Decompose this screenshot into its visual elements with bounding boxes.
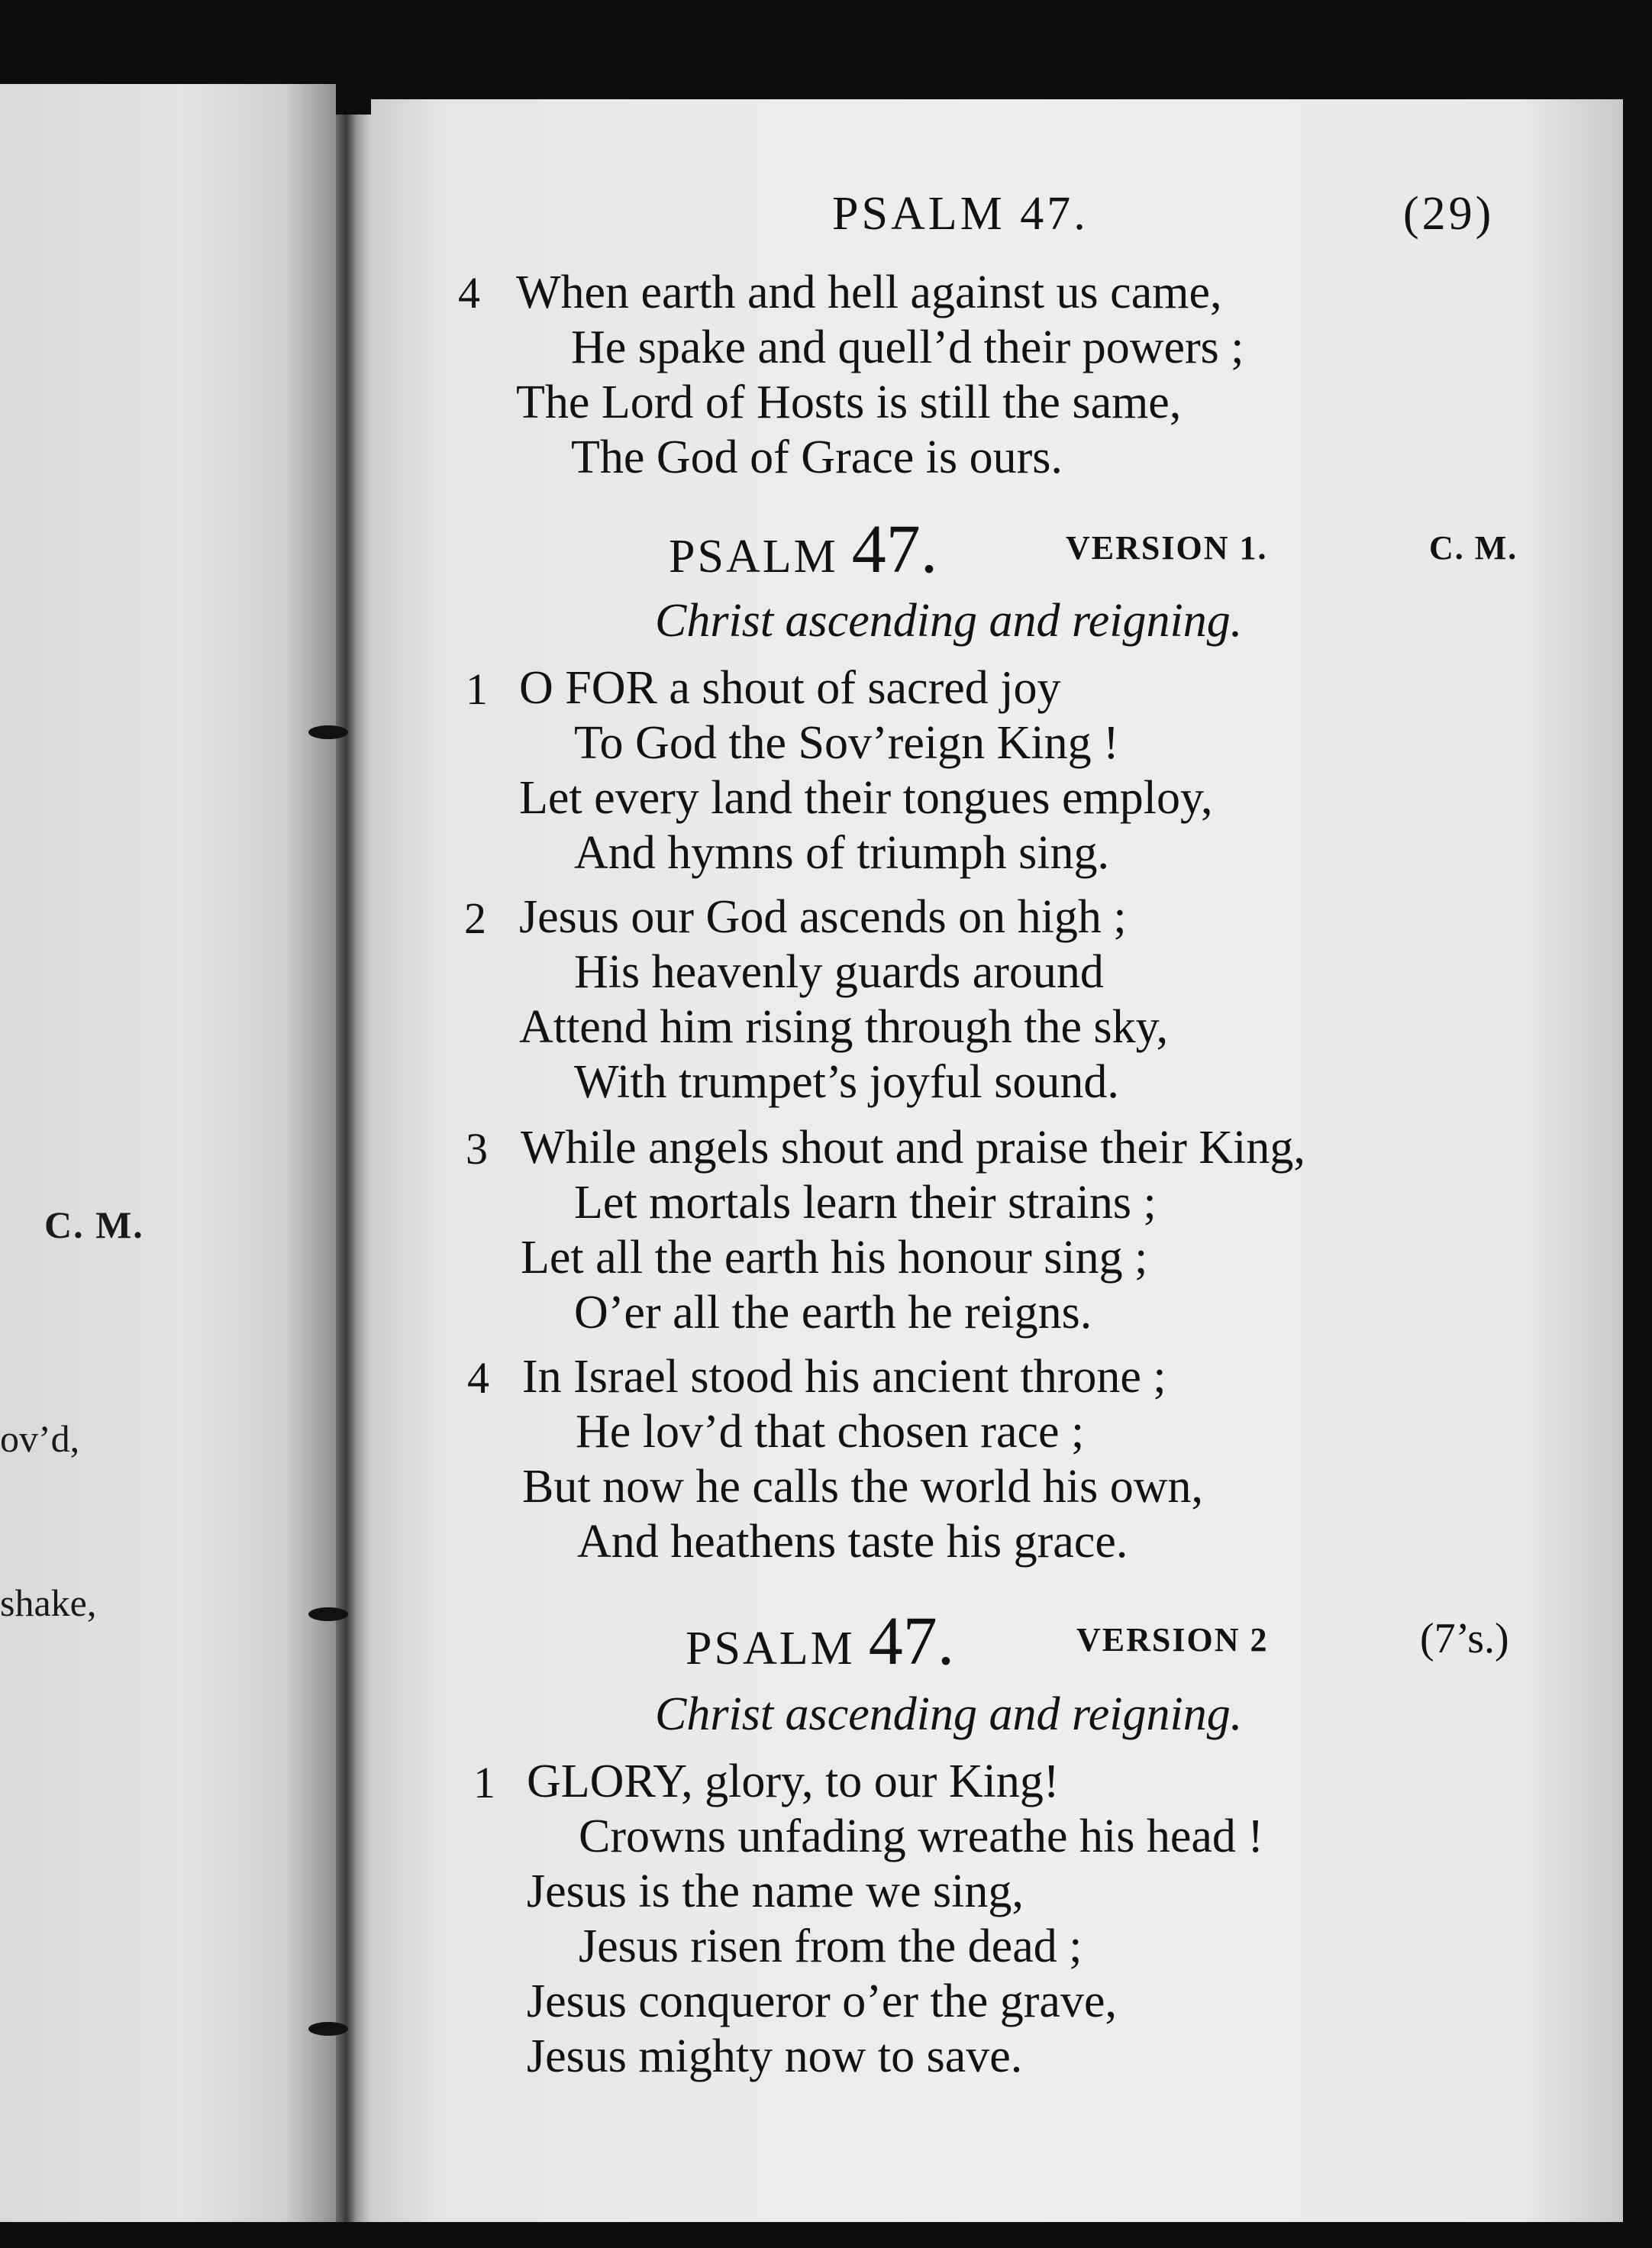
verse-line: But now he calls the world his own, (522, 1461, 1204, 1513)
verse-line: The God of Grace is ours. (571, 431, 1063, 483)
verse-line: Crowns unfading wreathe his head ! (579, 1810, 1264, 1862)
verse-line: His heavenly guards around (574, 946, 1104, 998)
psalm-subtitle: Christ ascending and reigning. (655, 595, 1243, 647)
verse-line: And hymns of triumph sing. (574, 827, 1109, 879)
psalm-word: PSALM (669, 531, 838, 583)
page-number: (29) (1403, 188, 1495, 240)
verse-line: GLORY, glory, to our King! (527, 1755, 1060, 1807)
verse-line: To God the Sov’reign King ! (574, 717, 1119, 769)
binding-stitch (308, 2022, 348, 2036)
verse-line: Jesus our God ascends on high ; (519, 891, 1127, 943)
verse-line: Attend him rising through the sky, (519, 1001, 1169, 1053)
psalm-heading (669, 510, 937, 589)
left-page-meter-fragment: C. M. (44, 1203, 144, 1246)
verse-line: And heathens taste his grace. (577, 1516, 1128, 1568)
verse-number: 1 (473, 1758, 495, 1807)
verse-line: With trumpet’s joyful sound. (574, 1056, 1119, 1108)
version-label: VERSION 2 (1076, 1621, 1269, 1659)
meter-label: C. M. (1429, 529, 1518, 567)
verse-line: He spake and quell’d their powers ; (571, 321, 1244, 373)
verse-number: 4 (467, 1353, 489, 1403)
verse-line: He lov’d that chosen race ; (576, 1406, 1085, 1458)
psalm-number: 47. (868, 1604, 955, 1679)
verse-line: Let mortals learn their strains ; (574, 1177, 1157, 1229)
verse-line: The Lord of Hosts is still the same, (516, 376, 1182, 428)
verse-line: In Israel stood his ancient throne ; (522, 1351, 1166, 1403)
verse-number: 3 (466, 1124, 488, 1174)
binding-stitch (308, 725, 348, 739)
verse-number: 2 (464, 893, 486, 943)
verse-line: Jesus conqueror o’er the grave, (527, 1975, 1117, 2027)
verse-number: 1 (466, 664, 488, 714)
book-spine (336, 115, 371, 2222)
left-page (0, 84, 336, 2222)
binding-stitch (308, 1607, 348, 1621)
verse-line: While angels shout and praise their King, (521, 1122, 1305, 1174)
verse-number: 4 (458, 268, 480, 318)
psalm-subtitle: Christ ascending and reigning. (655, 1688, 1243, 1740)
verse-line: Jesus mighty now to save. (527, 2030, 1023, 2082)
verse-line: Jesus risen from the dead ; (579, 1920, 1083, 1972)
psalm-word: PSALM (686, 1623, 855, 1675)
left-page-text-fragment: ov’d, (0, 1417, 80, 1460)
verse-line: When earth and hell against us came, (516, 266, 1222, 318)
version-label: VERSION 1. (1066, 529, 1268, 567)
verse-line: Let every land their tongues employ, (519, 772, 1213, 824)
psalm-heading (686, 1602, 954, 1681)
left-page-text-fragment: shake, (0, 1581, 97, 1624)
running-head: PSALM 47. (832, 188, 1089, 240)
verse-line: Let all the earth his honour sing ; (521, 1232, 1148, 1284)
verse-line: Jesus is the name we sing, (527, 1865, 1024, 1917)
psalm-number: 47. (851, 512, 938, 587)
meter-label: (7’s.) (1420, 1615, 1509, 1662)
verse-line: O’er all the earth he reigns. (574, 1287, 1092, 1339)
verse-line: O FOR a shout of sacred joy (519, 662, 1061, 714)
